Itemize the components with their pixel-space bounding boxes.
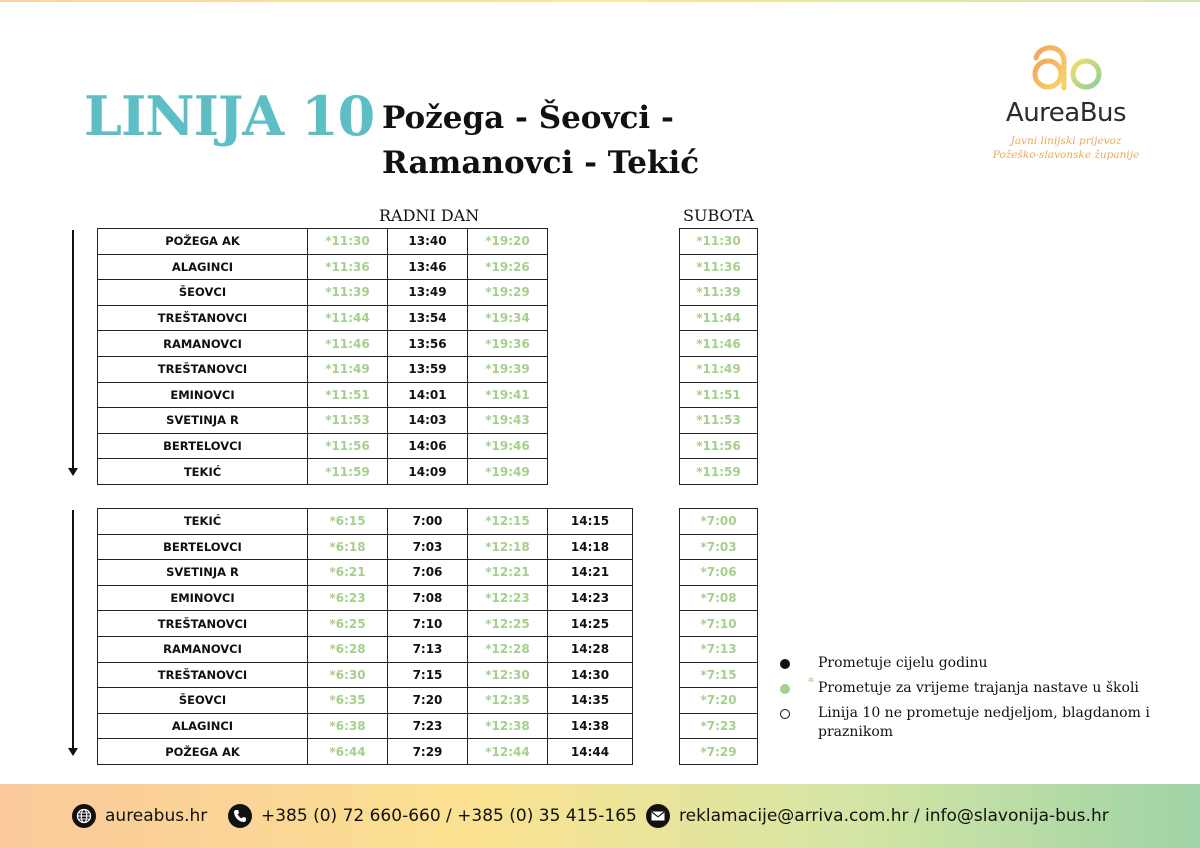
time-cell: 14:38	[548, 713, 633, 739]
outbound-saturday-table	[679, 228, 758, 485]
table-row	[98, 662, 633, 688]
weekday-label: RADNI DAN	[379, 206, 480, 225]
footer-website[interactable]	[72, 802, 207, 830]
return-weekday-table	[97, 508, 633, 765]
stop-name: RAMANOVCI	[98, 331, 308, 357]
school-time-cell: *12:23	[468, 585, 548, 611]
school-time-cell: *11:36	[308, 254, 388, 280]
table-row	[98, 305, 548, 331]
time-cell: 7:23	[388, 713, 468, 739]
table-row	[680, 229, 758, 255]
time-cell: 7:29	[388, 739, 468, 765]
aureabus-logo	[986, 38, 1146, 178]
table-row	[680, 254, 758, 280]
school-time-cell: *6:25	[308, 611, 388, 637]
school-time-cell: *11:56	[308, 433, 388, 459]
outbound-weekday-table	[97, 228, 548, 485]
school-time-cell: *11:30	[680, 229, 758, 255]
stop-name: POŽEGA AK	[98, 229, 308, 255]
time-cell: 7:00	[388, 509, 468, 535]
table-row	[98, 611, 633, 637]
table-row	[680, 331, 758, 357]
phone-icon	[228, 804, 252, 828]
school-time-cell: *6:15	[308, 509, 388, 535]
time-cell: 7:10	[388, 611, 468, 637]
stop-name: ŠEOVCI	[98, 688, 308, 714]
school-time-cell: *11:51	[680, 382, 758, 408]
footer-email[interactable]	[646, 802, 1109, 830]
time-cell: 7:13	[388, 636, 468, 662]
school-time-cell: *6:35	[308, 688, 388, 714]
stop-name: BERTELOVCI	[98, 534, 308, 560]
legend	[776, 654, 1176, 748]
school-time-cell: *6:44	[308, 739, 388, 765]
globe-icon	[72, 804, 96, 828]
footer-bar	[0, 784, 1200, 848]
table-row	[98, 688, 633, 714]
stop-name: ALAGINCI	[98, 254, 308, 280]
school-time-cell: *11:46	[308, 331, 388, 357]
table-row	[680, 739, 758, 765]
table-row	[98, 433, 548, 459]
stop-name: SVETINJA R	[98, 408, 308, 434]
school-time-cell: *6:21	[308, 560, 388, 586]
school-time-cell: *7:00	[680, 509, 758, 535]
legend-item-no-sunday	[776, 704, 1176, 742]
time-cell: 13:59	[388, 356, 468, 382]
school-time-cell: *11:49	[308, 356, 388, 382]
time-cell: 13:49	[388, 280, 468, 306]
time-cell: 14:03	[388, 408, 468, 434]
school-time-cell: *12:28	[468, 636, 548, 662]
legend-text: Prometuje za vrijeme trajanja nastave u školi	[818, 680, 1139, 696]
table-row	[680, 509, 758, 535]
school-time-cell: *12:15	[468, 509, 548, 535]
footer-phone[interactable]	[228, 802, 637, 830]
time-cell: 14:44	[548, 739, 633, 765]
legend-text: Linija 10 ne prometuje nedjeljom, blagdanom i praznikom	[818, 705, 1150, 740]
table-row	[98, 739, 633, 765]
logo-subtitle-2: Požeško-slavonske županije	[992, 149, 1140, 161]
school-time-cell: *11:59	[308, 459, 388, 485]
school-time-cell: *11:51	[308, 382, 388, 408]
table-row	[98, 636, 633, 662]
time-cell: 14:25	[548, 611, 633, 637]
school-time-cell: *11:49	[680, 356, 758, 382]
school-time-cell: *7:10	[680, 611, 758, 637]
school-time-cell: *11:44	[308, 305, 388, 331]
empty-circle-icon	[780, 709, 790, 719]
school-time-cell: *6:23	[308, 585, 388, 611]
school-time-cell: *11:56	[680, 433, 758, 459]
ab-logo-icon	[1026, 38, 1106, 94]
table-row	[680, 280, 758, 306]
black-dot-icon	[780, 659, 790, 669]
school-time-cell: *19:29	[468, 280, 548, 306]
logo-name: AureaBus	[1005, 98, 1127, 128]
school-time-cell: *19:36	[468, 331, 548, 357]
school-time-cell: *11:39	[308, 280, 388, 306]
table-row	[98, 356, 548, 382]
time-cell: 14:06	[388, 433, 468, 459]
school-time-cell: *11:39	[680, 280, 758, 306]
school-time-cell: *11:59	[680, 459, 758, 485]
stop-name: BERTELOVCI	[98, 433, 308, 459]
table-row	[98, 331, 548, 357]
legend-item-school	[776, 675, 1176, 698]
table-row	[680, 382, 758, 408]
direction-arrow-return	[72, 510, 74, 750]
table-row	[680, 459, 758, 485]
table-row	[680, 534, 758, 560]
stop-name: EMINOVCI	[98, 382, 308, 408]
time-cell: 14:09	[388, 459, 468, 485]
table-row	[98, 509, 633, 535]
school-time-cell: *12:35	[468, 688, 548, 714]
school-time-cell: *6:28	[308, 636, 388, 662]
school-time-cell: *6:18	[308, 534, 388, 560]
school-time-cell: *19:26	[468, 254, 548, 280]
school-time-cell: *11:44	[680, 305, 758, 331]
time-cell: 14:30	[548, 662, 633, 688]
table-row	[680, 713, 758, 739]
envelope-icon	[646, 804, 670, 828]
return-saturday-table	[679, 508, 758, 765]
stop-name: TREŠTANOVCI	[98, 662, 308, 688]
asterisk-mark: *	[808, 675, 814, 689]
phone-numbers[interactable]: +385 (0) 72 660-660 / +385 (0) 35 415-165	[261, 806, 637, 826]
stop-name: TREŠTANOVCI	[98, 305, 308, 331]
table-row	[680, 611, 758, 637]
school-time-cell: *12:21	[468, 560, 548, 586]
table-row	[98, 459, 548, 485]
school-time-cell: *12:25	[468, 611, 548, 637]
time-cell: 13:40	[388, 229, 468, 255]
time-cell: 13:46	[388, 254, 468, 280]
school-time-cell: *7:20	[680, 688, 758, 714]
table-row	[680, 408, 758, 434]
table-row	[680, 636, 758, 662]
school-time-cell: *19:49	[468, 459, 548, 485]
time-cell: 14:18	[548, 534, 633, 560]
stop-name: TEKIĆ	[98, 459, 308, 485]
table-row	[98, 585, 633, 611]
school-time-cell: *19:20	[468, 229, 548, 255]
stop-name: TEKIĆ	[98, 509, 308, 535]
school-time-cell: *7:29	[680, 739, 758, 765]
school-time-cell: *11:53	[308, 408, 388, 434]
website-link[interactable]: aureabus.hr	[105, 806, 208, 826]
school-time-cell: *12:38	[468, 713, 548, 739]
time-cell: 14:28	[548, 636, 633, 662]
school-time-cell: *19:43	[468, 408, 548, 434]
stop-name: TREŠTANOVCI	[98, 611, 308, 637]
time-cell: 14:01	[388, 382, 468, 408]
stop-name: TREŠTANOVCI	[98, 356, 308, 382]
table-row	[98, 534, 633, 560]
green-dot-icon	[780, 684, 790, 694]
school-time-cell: *6:30	[308, 662, 388, 688]
school-time-cell: *11:53	[680, 408, 758, 434]
school-time-cell: *12:44	[468, 739, 548, 765]
time-cell: 7:20	[388, 688, 468, 714]
time-cell: 14:21	[548, 560, 633, 586]
top-accent-line	[0, 0, 1200, 2]
table-row	[680, 662, 758, 688]
line-title: LINIJA 10	[84, 84, 375, 148]
table-row	[98, 713, 633, 739]
school-time-cell: *7:06	[680, 560, 758, 586]
school-time-cell: *6:38	[308, 713, 388, 739]
table-row	[680, 356, 758, 382]
table-row	[98, 382, 548, 408]
school-time-cell: *19:39	[468, 356, 548, 382]
legend-item-all-year	[776, 654, 1176, 673]
school-time-cell: *11:46	[680, 331, 758, 357]
stop-name: ALAGINCI	[98, 713, 308, 739]
table-row	[680, 585, 758, 611]
school-time-cell: *7:08	[680, 585, 758, 611]
table-row	[98, 408, 548, 434]
school-time-cell: *19:46	[468, 433, 548, 459]
time-cell: 7:06	[388, 560, 468, 586]
time-cell: 13:56	[388, 331, 468, 357]
school-time-cell: *19:41	[468, 382, 548, 408]
logo-subtitle-1: Javni linijski prijevoz	[1010, 135, 1122, 147]
route-title: Požega - Šeovci - Ramanovci - Tekić	[382, 100, 700, 181]
school-time-cell: *11:30	[308, 229, 388, 255]
table-row	[98, 280, 548, 306]
time-cell: 13:54	[388, 305, 468, 331]
email-addresses[interactable]: reklamacije@arriva.com.hr / info@slavonija-bus.hr	[679, 806, 1109, 826]
stop-name: SVETINJA R	[98, 560, 308, 586]
table-row	[98, 229, 548, 255]
time-cell: 14:35	[548, 688, 633, 714]
school-time-cell: *7:15	[680, 662, 758, 688]
direction-arrow-outbound	[72, 230, 74, 470]
school-time-cell: *11:36	[680, 254, 758, 280]
school-time-cell: *7:03	[680, 534, 758, 560]
table-row	[98, 254, 548, 280]
school-time-cell: *12:30	[468, 662, 548, 688]
time-cell: 7:03	[388, 534, 468, 560]
time-cell: 7:08	[388, 585, 468, 611]
school-time-cell: *12:18	[468, 534, 548, 560]
stop-name: POŽEGA AK	[98, 739, 308, 765]
school-time-cell: *7:23	[680, 713, 758, 739]
time-cell: 14:23	[548, 585, 633, 611]
table-row	[680, 688, 758, 714]
time-cell: 14:15	[548, 509, 633, 535]
table-row	[680, 305, 758, 331]
saturday-label: SUBOTA	[683, 206, 754, 225]
school-time-cell: *19:34	[468, 305, 548, 331]
stop-name: RAMANOVCI	[98, 636, 308, 662]
table-row	[98, 560, 633, 586]
school-time-cell: *7:13	[680, 636, 758, 662]
time-cell: 7:15	[388, 662, 468, 688]
legend-text: Prometuje cijelu godinu	[818, 655, 988, 671]
table-row	[680, 560, 758, 586]
stop-name: ŠEOVCI	[98, 280, 308, 306]
stop-name: EMINOVCI	[98, 585, 308, 611]
table-row	[680, 433, 758, 459]
